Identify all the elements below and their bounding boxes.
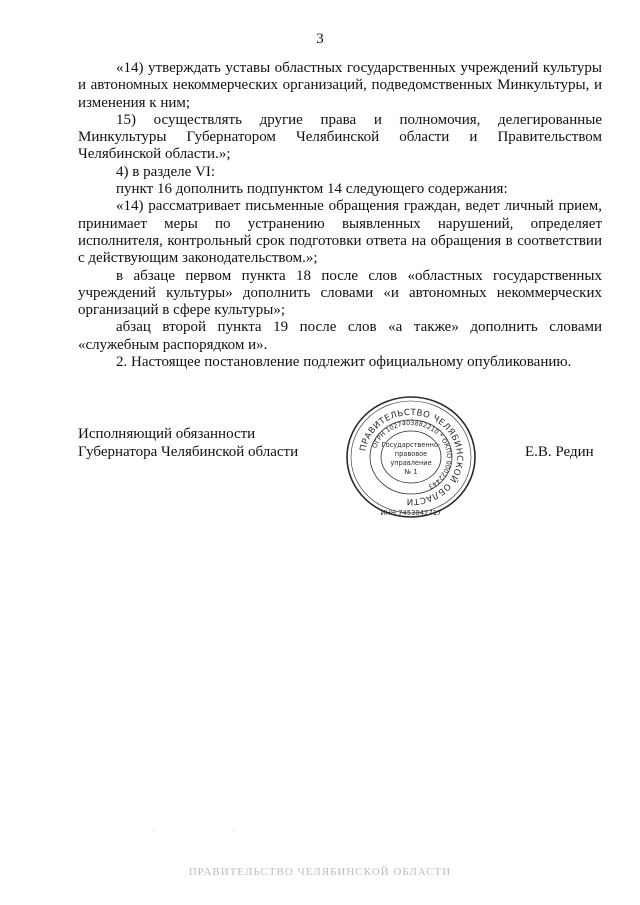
signatory-position-line1: Исполняющий обязанности [78, 426, 256, 442]
paragraph-punkt-18: в абзаце первом пункта 18 после слов «областных государственных учреждений культуры» дополнить словами «и автономных некоммерческих организаций в сфере культуры»; [78, 267, 602, 319]
paragraph-item-15-prava: 15) осуществлять другие права и полномочия, делегированные Минкультуры Губернатором Челябинской области и Правительством Челябинской области.»; [78, 111, 602, 163]
seal-outer-text: ПРАВИТЕЛЬСТВО ЧЕЛЯБИНСКОЙ ОБЛАСТИ [358, 407, 465, 507]
seal-center-line3: управление [390, 459, 432, 467]
paragraph-publication: 2. Настоящее постановление подлежит официальному опубликованию. [116, 354, 572, 371]
signatory-name: Е.В. Редин [525, 444, 594, 460]
seal-center-line2: правовое [394, 450, 428, 458]
signatory-position [78, 425, 298, 461]
seal-center-line4: № 1 [404, 468, 418, 476]
paragraph-punkt-16: пункт 16 дополнить подпунктом 14 следующего содержания: [116, 181, 508, 198]
footer-imprint: ПРАВИТЕЛЬСТВО ЧЕЛЯБИНСКОЙ ОБЛАСТИ [188, 866, 452, 878]
page-number: 3 [316, 31, 324, 47]
paragraph-item-14-ustavy: «14) утверждать уставы областных государственных учреждений культуры и автономных некоммерческих организаций, подведомственных Минкультуры, и изменения к ним; [78, 60, 602, 111]
signatory-position-line2: Губернатора Челябинской области [78, 444, 299, 460]
official-seal [344, 394, 478, 520]
seal-inn-text: ИНН 7453042717 [380, 509, 442, 517]
seal-graphic [344, 394, 478, 520]
document-body [78, 60, 602, 371]
scan-speck: · [152, 826, 155, 836]
paragraph-section-vi: 4) в разделе VI: [116, 163, 216, 180]
paragraph-punkt-19: абзац второй пункта 19 после слов «а также» дополнить словами «служебным распорядком и». [78, 319, 602, 353]
seal-center-line1: Государственно- [381, 441, 441, 449]
scan-speck: · [232, 826, 235, 836]
seal-inner-text: ОГРН 1027403882210 * ОКПО 00022443 [370, 418, 454, 491]
paragraph-item-14-obrashcheniya: «14) рассматривает письменные обращения граждан, ведет личный прием, принимает меры по устранению выявленных нарушений, определяет исполнителя, контрольный срок подготовки ответа на обращения в соответствии с действующим законодательством.»; [78, 198, 602, 267]
